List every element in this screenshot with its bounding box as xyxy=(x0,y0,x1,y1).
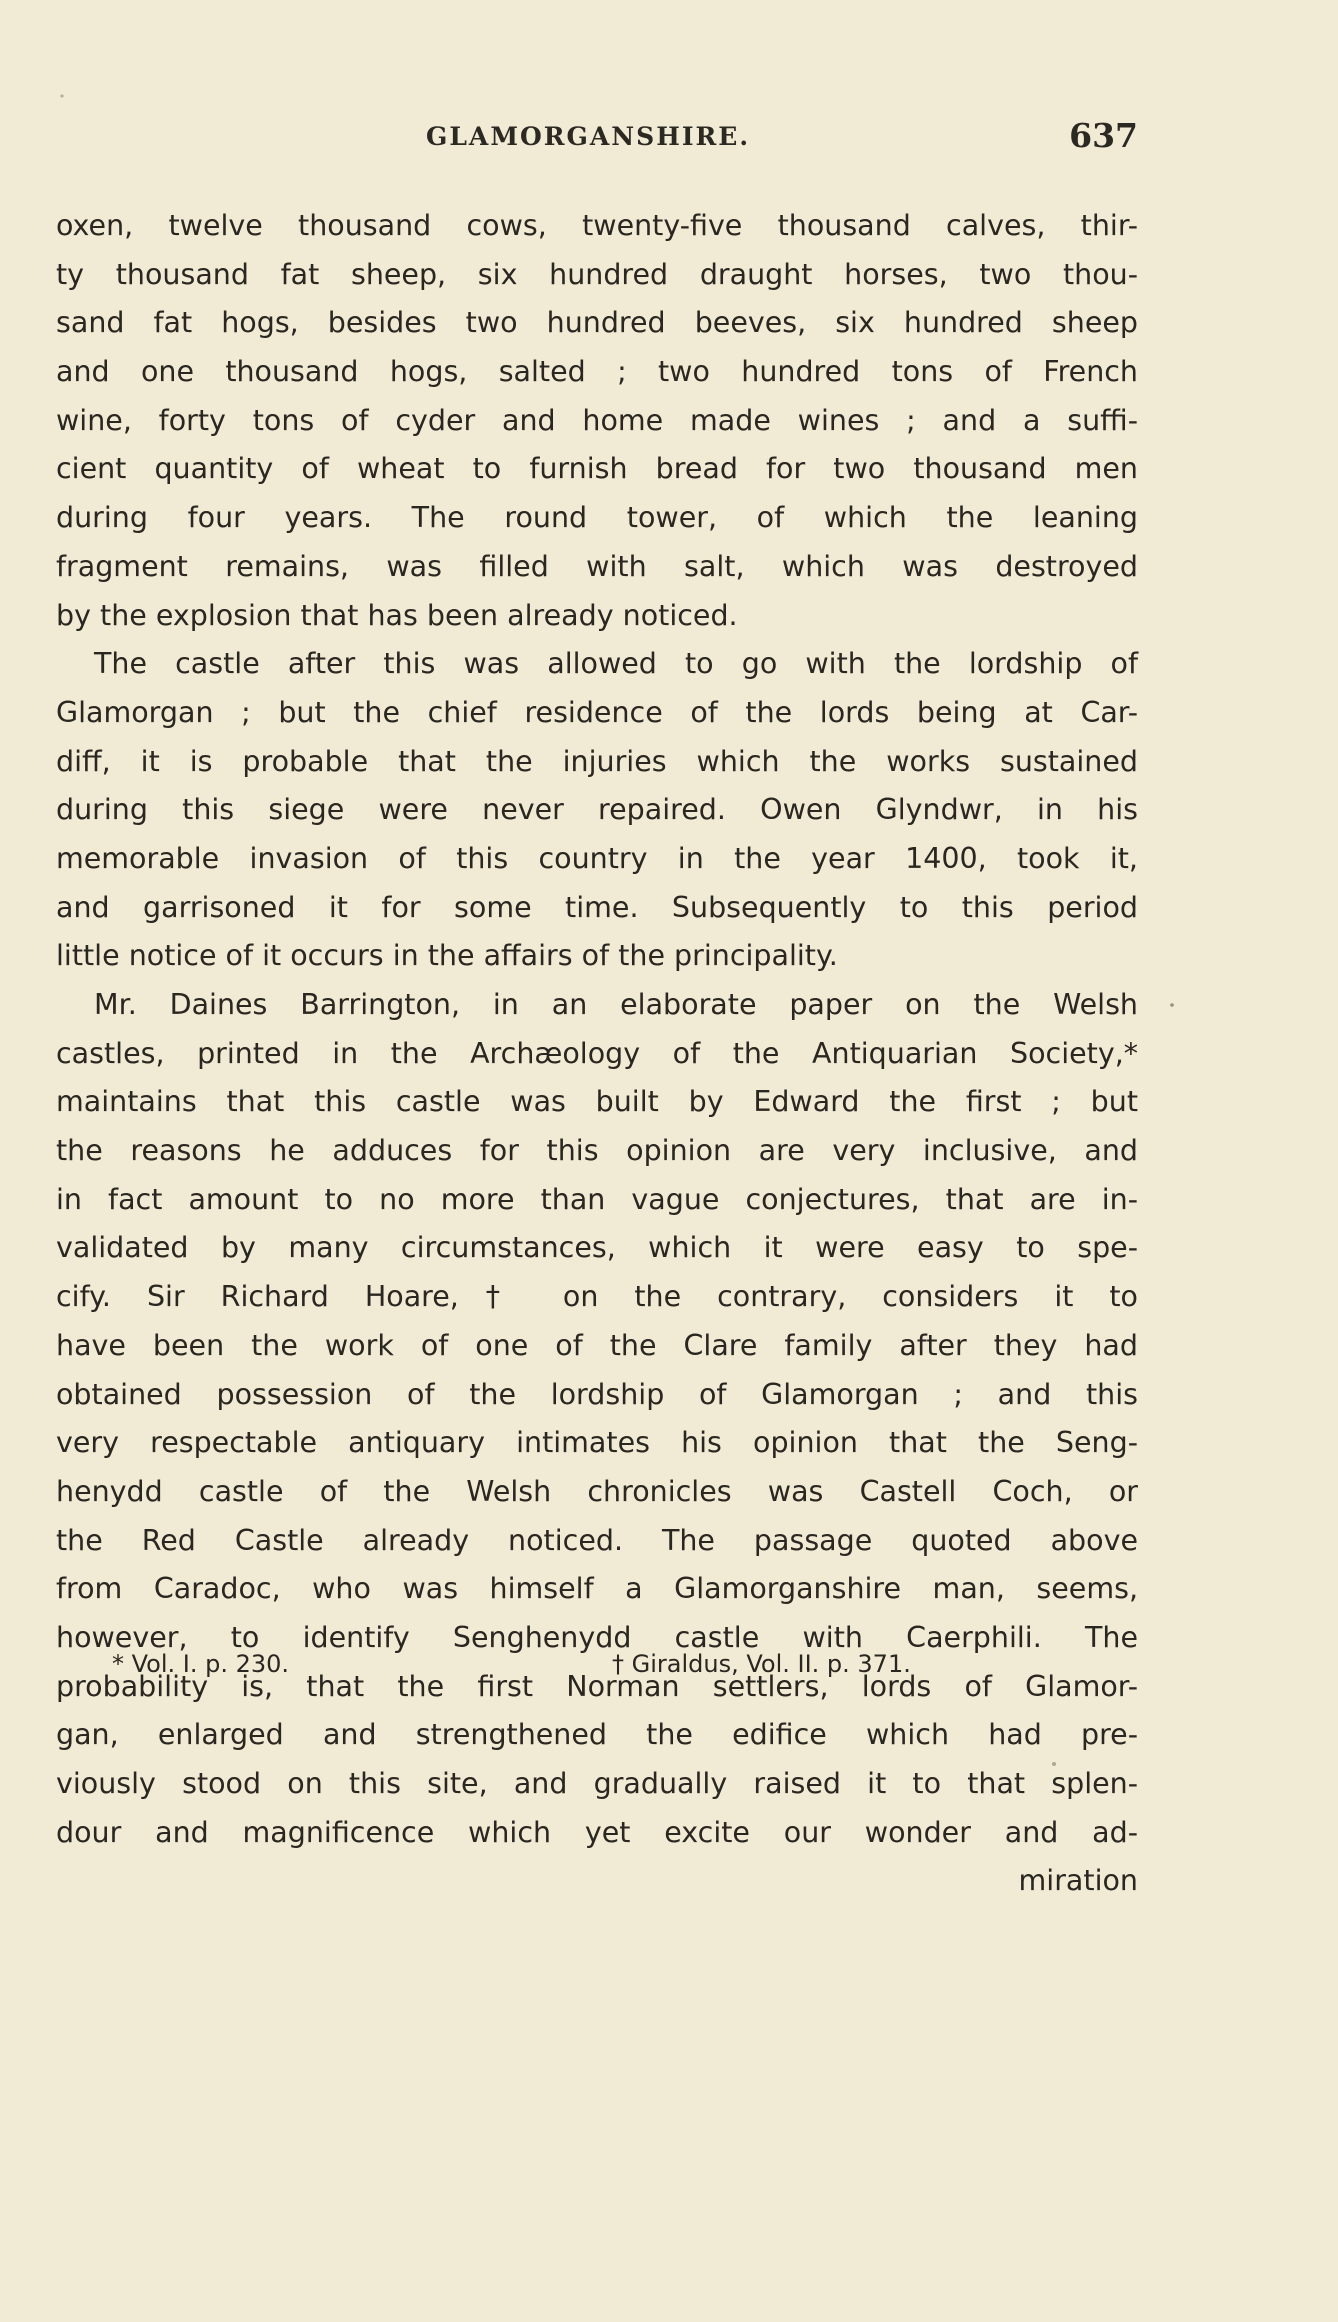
text-line: and garrisoned it for some time. Subsequently to this period xyxy=(56,890,1138,924)
text-line: very respectable antiquary intimates his opinion that the Seng- xyxy=(56,1426,1138,1460)
text-line: memorable invasion of this country in the year 1400, took it, xyxy=(56,841,1138,875)
text-line: probability is, that the first Norman settlers, lords of Glamor- xyxy=(56,1669,1138,1703)
text-line: dour and magnificence which yet excite our wonder and ad- xyxy=(56,1815,1138,1849)
text-line: in fact amount to no more than vague conjectures, that are in- xyxy=(56,1182,1138,1216)
text-line: fragment remains, was filled with salt, which was destroyed xyxy=(56,549,1138,583)
speck xyxy=(1052,1762,1056,1766)
text-line: Glamorgan ; but the chief residence of the lords being at Car- xyxy=(56,695,1138,729)
text-line: maintains that this castle was built by Edward the first ; but xyxy=(56,1085,1138,1119)
text-line: cient quantity of wheat to furnish bread for two thousand men xyxy=(56,452,1138,486)
text-line: have been the work of one of the Clare family after they had xyxy=(56,1328,1138,1362)
text-line: henydd castle of the Welsh chronicles was Castell Coch, or xyxy=(56,1474,1138,1508)
text-line: validated by many circumstances, which it were easy to spe- xyxy=(56,1231,1138,1265)
text-line: little notice of it occurs in the affairs of the principality. xyxy=(56,939,838,973)
text-line: and one thousand hogs, salted ; two hundred tons of French xyxy=(56,355,1138,389)
text-line: sand fat hogs, besides two hundred beeves, six hundred sheep xyxy=(56,306,1138,340)
text-line: cify. Sir Richard Hoare,† on the contrary, considers it to xyxy=(56,1280,1138,1314)
text-line: by the explosion that has been already noticed. xyxy=(56,598,738,632)
text-line: wine, forty tons of cyder and home made wines ; and a suffi- xyxy=(56,403,1138,437)
text-line: oxen, twelve thousand cows, twenty-five thousand calves, thir- xyxy=(56,209,1138,242)
text-line: Mr. Daines Barrington, in an elaborate paper on the Welsh xyxy=(94,988,1138,1021)
text-line: viously stood on this site, and gradually raised it to that splen- xyxy=(56,1767,1138,1800)
text-line: during four years. The round tower, of which the leaning xyxy=(56,501,1138,535)
text-line: gan, enlarged and strengthened the edifice which had pre- xyxy=(56,1718,1138,1752)
page-number: 637 xyxy=(1069,116,1138,155)
text-line: the Red Castle already noticed. The passage quoted above xyxy=(56,1523,1138,1557)
text-line: The castle after this was allowed to go with the lordship of xyxy=(94,647,1138,681)
text-line: ty thousand fat sheep, six hundred draught horses, two thou- xyxy=(56,257,1138,291)
text-line: however, to identify Senghenydd castle with Caerphili. The xyxy=(56,1620,1138,1654)
footnote: † Giraldus, Vol. II. p. 371. xyxy=(612,1650,911,1678)
speck xyxy=(1170,1003,1174,1007)
catchword: miration xyxy=(1018,1864,1138,1898)
speck xyxy=(60,94,63,97)
text-line: castles, printed in the Archæology of the Antiquarian Society,* xyxy=(56,1036,1138,1070)
text-line: obtained possession of the lordship of Glamorgan ; and this xyxy=(56,1377,1138,1411)
text-line: from Caradoc, who was himself a Glamorganshire man, seems, xyxy=(56,1572,1138,1606)
text-line: during this siege were never repaired. Owen Glyndwr, in his xyxy=(56,793,1138,827)
footnote: * Vol. I. p. 230. xyxy=(112,1650,290,1678)
text-line: diff, it is probable that the injuries which the works sustained xyxy=(56,744,1138,778)
text-line: the reasons he adduces for this opinion are very inclusive, and xyxy=(56,1134,1138,1168)
running-title: GLAMORGANSHIRE. xyxy=(426,122,751,151)
